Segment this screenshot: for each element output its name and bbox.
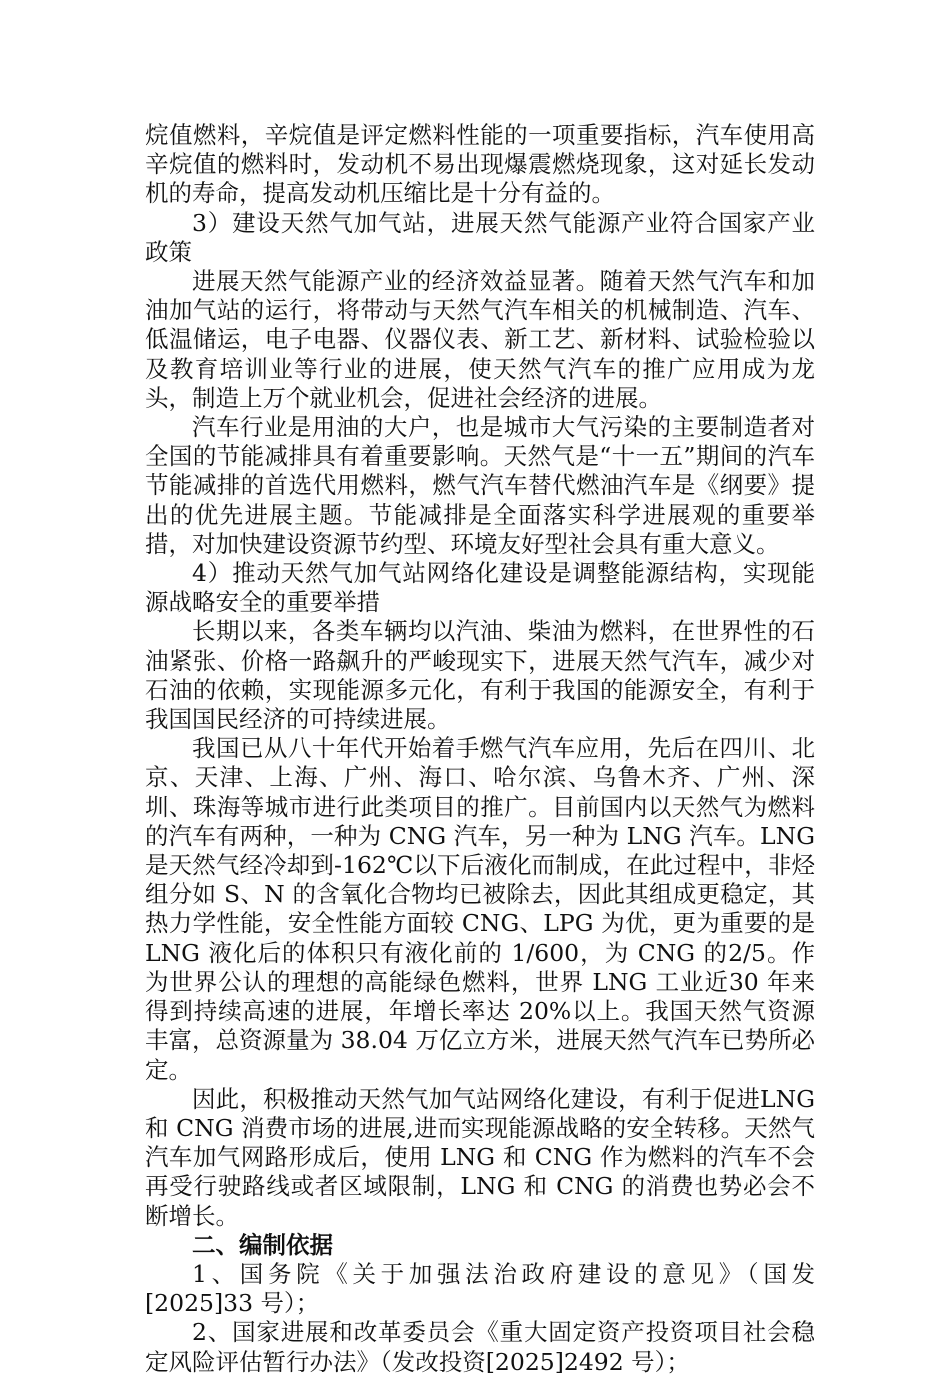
paragraph-octane-continuation: 烷值燃料，辛烷值是评定燃料性能的一项重要指标，汽车使用高辛烷值的燃料时，发动机不易出现爆震燃烧现象，这对延长发动机的寿命，提高发动机压缩比是十分有益的。 <box>145 121 815 208</box>
item-4-heading: 4）推动天然气加气站网络化建设是调整能源结构，实现能源战略安全的重要举措 <box>145 559 815 617</box>
item-3-heading: 3）建设天然气加气站，进展天然气能源产业符合国家产业政策 <box>145 208 815 266</box>
paragraph-automotive-industry: 汽车行业是用油的大户，也是城市大气污染的主要制造者对全国的节能减排具有着重要影响。天然气是“十一五”期间的汽车节能减排的首选代用燃料，燃气汽车替代燃油汽车是《纲要》提出的优先进展主题。节能减排是全面落实科学进展观的重要举措，对加快建设资源节约型、环境友好型社会具有重大意义。 <box>145 413 815 558</box>
basis-item-2: 2、国家进展和改革委员会《重大固定资产投资项目社会稳定风险评估暂行办法》（发改投资[2025]2492 号）； <box>145 1318 815 1376</box>
paragraph-conclusion: 因此，积极推动天然气加气站网络化建设，有利于促进LNG 和 CNG 消费市场的进展,进而实现能源战略的安全转移。天然气汽车加气网路形成后，使用 LNG 和 CNG 作为燃料的汽车不会再受行驶路线或者区域限制，LNG 和 CNG 的消费也势必会不断增长。 <box>145 1084 815 1230</box>
document-page <box>145 121 815 1377</box>
basis-item-1: 1、国务院《关于加强法治政府建设的意见》（国发[2025]33 号）； <box>145 1259 815 1318</box>
paragraph-national-application: 我国已从八十年代开始着手燃气汽车应用，先后在四川、北京、天津、上海、广州、海口、哈尔滨、乌鲁木齐、广州、深圳、珠海等城市进行此类项目的推广。目前国内以天然气为燃料的汽车有两种，一种为 CNG 汽车，另一种为 LNG 汽车。LNG 是天然气经冷却到-162℃以下后液化而制成，在此过程中，非烃组分如 S、N 的含氧化合物均已被除去，因此其组成更稳定，其热力学性能，安全性能方面较 CNG、LPG 为优，更为重要的是 LNG 液化后的体积只有液化前的 1/600，为 CNG 的2/5。作为世界公认的理想的高能绿色燃料，世界 LNG 工业近30 年来得到持续高速的进展，年增长率达 20%以上。我国天然气资源丰富，总资源量为 38.04 万亿立方米，进展天然气汽车已势所必定。 <box>145 734 815 1084</box>
paragraph-economic-benefit: 进展天然气能源产业的经济效益显著。随着天然气汽车和加油加气站的运行，将带动与天然气汽车相关的机械制造、汽车、低温储运，电子电器、仪器仪表、新工艺、新材料、试验检验以及教育培训业等行业的进展，使天然气汽车的推广应用成为龙头，制造上万个就业机会，促进社会经济的进展。 <box>145 267 815 412</box>
paragraph-oil-dependence: 长期以来，各类车辆均以汽油、柴油为燃料，在世界性的石油紧张、价格一路飙升的严峻现实下，进展天然气汽车，减少对石油的依赖，实现能源多元化，有利于我国的能源安全，有利于我国国民经济的可持续进展。 <box>145 617 815 734</box>
section-heading-basis: 二、编制依据 <box>192 1230 333 1259</box>
